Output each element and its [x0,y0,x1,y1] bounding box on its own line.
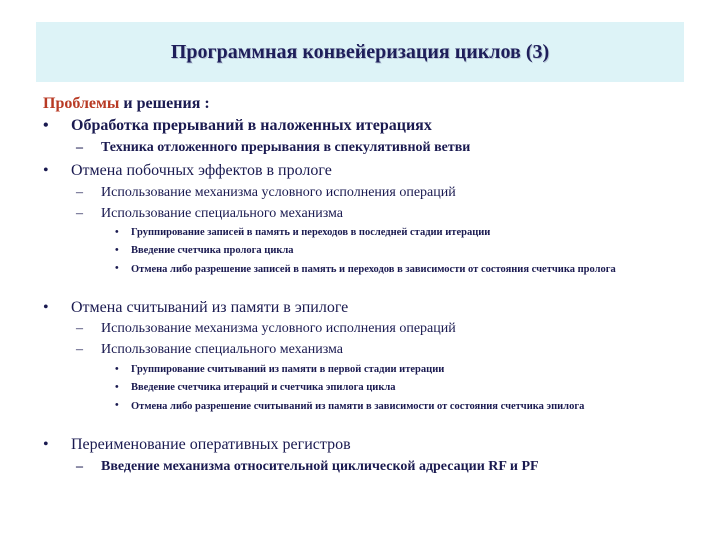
bullet-mark: • [115,263,119,274]
bullet-text: Отмена побочных эффектов в прологе [71,162,332,179]
dash-mark: – [76,185,83,200]
detail-text: Отмена либо разрешение записей в память и переходов в зависимости от состояния счетчика пролога [131,264,616,275]
detail-item [115,382,396,393]
bullet-item [43,162,332,180]
detail-text: Группирование считываний из памяти в первой стадии итерации [131,364,445,375]
sub-text: Техника отложенного прерывания в спекулятивной ветви [101,140,471,155]
detail-item [115,400,711,413]
heading-rest: и решения : [119,95,210,112]
bullet-mark: • [115,400,119,411]
bullet-text: Обработка прерываний в наложенных итерациях [71,117,432,134]
sub-item [76,206,343,222]
bullet-mark: • [43,436,49,453]
bullet-mark: • [43,162,49,179]
dash-mark: – [76,342,83,357]
dash-mark: – [76,140,83,155]
bullet-mark: • [115,382,119,393]
bullet-text: Отмена считываний из памяти в эпилоге [71,299,349,316]
detail-text: Введение счетчика итераций и счетчика эпилога цикла [131,382,396,393]
sub-item [76,459,539,475]
dash-mark: – [76,321,83,336]
bullet-mark: • [43,117,49,134]
sub-text: Использование специального механизма [101,342,343,357]
sub-item [76,321,456,337]
dash-mark: – [76,459,83,474]
section-heading [43,95,210,113]
bullet-item [43,299,348,317]
bullet-text: Переименование оперативных регистров [71,436,351,453]
detail-text: Введение счетчика пролога цикла [131,245,294,256]
sub-item [76,185,456,201]
sub-text: Использование специального механизма [101,206,343,221]
slide-title: Программная конвейеризация циклов (3) [170,40,550,63]
bullet-item [43,436,351,454]
sub-text: Использование механизма условного исполнения операций [101,185,456,200]
detail-item [115,227,490,238]
sub-text: Введение механизма относительной циклической адресации RF и PF [101,459,539,474]
detail-item [115,245,294,256]
bullet-mark: • [115,245,119,256]
dash-mark: – [76,206,83,221]
bullet-mark: • [43,299,49,316]
detail-item [115,364,444,375]
detail-text: Группирование записей в память и переходов в последней стадии итерации [131,227,491,238]
detail-text: Отмена либо разрешение считываний из памяти в зависимости от состояния счетчика эпилога [131,401,585,412]
sub-item [76,342,343,358]
bullet-mark: • [115,364,119,375]
sub-item [76,140,470,156]
detail-item [115,263,711,276]
bullet-mark: • [115,227,119,238]
heading-highlight: Проблемы [43,95,120,112]
bullet-item [43,117,432,135]
sub-text: Использование механизма условного исполнения операций [101,321,456,336]
title-box [36,22,684,82]
